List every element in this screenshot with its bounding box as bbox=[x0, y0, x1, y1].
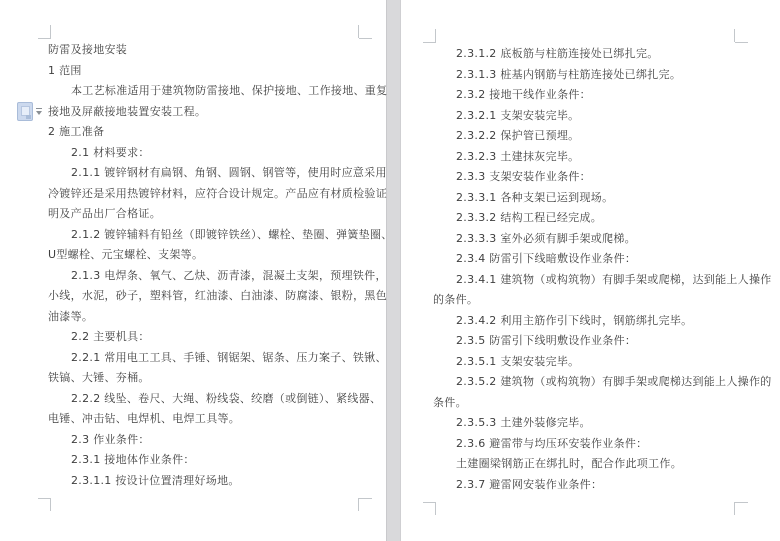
document-page-2[interactable] bbox=[400, 0, 780, 541]
paste-options-button[interactable] bbox=[17, 102, 43, 121]
page-1-text-column bbox=[48, 40, 393, 491]
text-line: 2.1.1 镀锌钢材有扁钢、角钢、圆钢、钢管等，使用时应意采用 bbox=[71, 166, 387, 179]
text-line: 冷镀锌还是采用热镀锌材料，应符合设计规定。产品应有材质检验证 bbox=[48, 186, 387, 200]
text-line: 2.3.6 避雷带与均压环安装作业条件： bbox=[456, 436, 648, 450]
text-line: 2.3.4.2 利用主筋作引下线时，钢筋绑扎完毕。 bbox=[456, 313, 693, 327]
text-line: 2.3.2.1 支架安装完毕。 bbox=[456, 108, 580, 122]
text-line: 2.3.2 接地干线作业条件： bbox=[456, 88, 591, 101]
text-line: 条件。 bbox=[433, 395, 467, 409]
text-line: 的条件。 bbox=[433, 293, 479, 306]
page-icon bbox=[17, 102, 33, 121]
text-line: 2.3.2.2 保护管已预埋。 bbox=[456, 129, 580, 142]
chevron-down-icon bbox=[36, 111, 42, 115]
text-line: 2.3.3.3 室外必须有脚手架或爬梯。 bbox=[456, 231, 636, 245]
text-line: U型螺栓、元宝螺栓、支架等。 bbox=[48, 248, 204, 261]
text-line: 1 范围 bbox=[48, 63, 82, 77]
text-line: 2.2.2 线坠、卷尺、大绳、粉线袋、绞磨（或倒链）、紧线器、 bbox=[71, 391, 382, 405]
text-line: 铁镐、大锤、夯桶。 bbox=[48, 371, 150, 384]
text-line: 2.3.1.1 按设计位置清理好场地。 bbox=[71, 473, 240, 487]
text-line: 2.2.1 常用电工工具、手锤、钢锯架、锯条、压力案子、铁锹、 bbox=[71, 350, 387, 364]
crop-mark-top-left bbox=[435, 29, 436, 42]
text-line: 2.3.5.3 土建外装修完毕。 bbox=[456, 416, 591, 429]
text-line: 电锤、冲击钻、电焊机、电焊工具等。 bbox=[48, 412, 241, 425]
text-line: 土建圈梁钢筋正在绑扎时，配合作此项工作。 bbox=[456, 457, 682, 470]
text-line: 2.3.3 支架安装作业条件： bbox=[456, 170, 591, 183]
page-icon bbox=[26, 115, 31, 119]
page-2-text-column bbox=[433, 44, 772, 495]
text-line: 2 施工准备 bbox=[48, 125, 105, 138]
text-line: 2.3.3.1 各种支架已运到现场。 bbox=[456, 190, 614, 204]
crop-mark-bottom-left bbox=[435, 502, 436, 515]
text-line: 2.3.7 避雷网安装作业条件： bbox=[456, 477, 603, 491]
text-line: 本工艺标准适用于建筑物防雷接地、保护接地、工作接地、重复 bbox=[71, 84, 388, 97]
text-line: 2.3.1.3 桩基内钢筋与柱筋连接处已绑扎完。 bbox=[456, 67, 682, 81]
text-line: 明及产品出厂合格证。 bbox=[48, 207, 161, 220]
text-line: 2.3.2.3 土建抹灰完毕。 bbox=[456, 149, 580, 163]
crop-mark-bottom-right bbox=[358, 498, 359, 511]
text-line: 2.3.5.1 支架安装完毕。 bbox=[456, 354, 580, 368]
text-line: 2.2 主要机具： bbox=[71, 330, 150, 343]
text-line: 接地及屏蔽接地装置安装工程。 bbox=[48, 104, 207, 118]
crop-mark-top-left bbox=[38, 38, 51, 39]
text-line: 2.3.4 防雷引下线暗敷设作业条件： bbox=[456, 252, 637, 265]
crop-mark-bottom-right bbox=[734, 502, 735, 515]
crop-mark-top-right bbox=[735, 42, 748, 43]
text-line: 2.1 材料要求： bbox=[71, 145, 150, 159]
text-line: 2.3.1 接地体作业条件： bbox=[71, 453, 195, 466]
crop-mark-top-left bbox=[50, 25, 51, 38]
text-line: 2.3.5 防雷引下线明敷设作业条件： bbox=[456, 334, 637, 347]
text-line: 油漆等。 bbox=[48, 309, 94, 323]
crop-mark-top-right bbox=[734, 29, 735, 42]
text-line: 2.1.3 电焊条、氧气、乙炔、沥青漆，混凝土支架，预埋铁件， bbox=[71, 268, 387, 282]
text-line: 2.3.3.2 结构工程已经完成。 bbox=[456, 211, 603, 224]
text-line: 2.3.4.1 建筑物（或构筑物）有脚手架或爬梯，达到能上人操作 bbox=[456, 272, 772, 286]
crop-mark-top-left bbox=[423, 42, 436, 43]
crop-mark-bottom-left bbox=[50, 498, 51, 511]
text-line: 防雷及接地安装 bbox=[48, 43, 128, 56]
crop-mark-bottom-right bbox=[359, 498, 372, 499]
crop-mark-top-right bbox=[359, 38, 372, 39]
chevron-down-icon bbox=[36, 108, 42, 109]
crop-mark-bottom-right bbox=[735, 502, 748, 503]
text-line: 小线，水泥，砂子，塑料管，红油漆、白油漆、防腐漆、银粉，黑色 bbox=[48, 289, 387, 302]
crop-mark-top-right bbox=[358, 25, 359, 38]
text-line: 2.1.2 镀锌辅料有铅丝（即镀锌铁丝）、螺栓、垫圈、弹簧垫圈、 bbox=[71, 227, 393, 241]
text-line: 2.3.5.2 建筑物（或构筑物）有脚手架或爬梯达到能上人操作的 bbox=[456, 375, 772, 388]
crop-mark-bottom-left bbox=[423, 502, 436, 503]
text-line: 2.3 作业条件： bbox=[71, 432, 150, 446]
text-line: 2.3.1.2 底板筋与柱筋连接处已绑扎完。 bbox=[456, 47, 659, 60]
crop-mark-bottom-left bbox=[38, 498, 51, 499]
